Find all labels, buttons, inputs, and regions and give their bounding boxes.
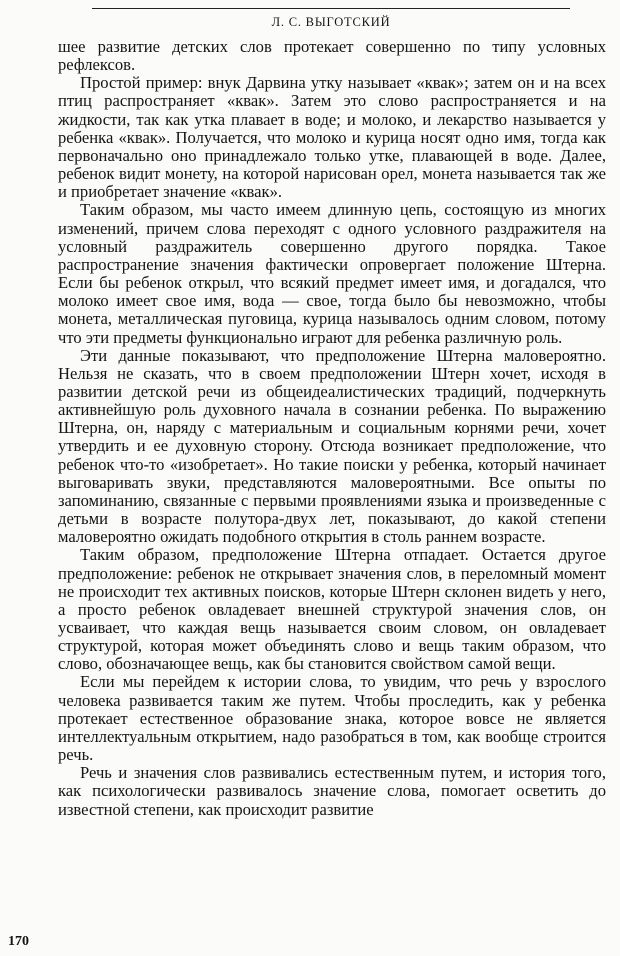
- page-number: 170: [8, 934, 29, 949]
- header-rule: [92, 8, 570, 9]
- body-text: [58, 38, 606, 819]
- running-head: Л. С. ВЫГОТСКИЙ: [271, 15, 391, 29]
- paragraph: Эти данные показывают, что предположение Штерна маловероятно. Нельзя не сказать, что в своем предположении Штерн хочет, исходя в развитии детской речи из общеидеалистических традиций, подчеркнуть активнейшую роль духовного начала в сознании ребенка. По выражению Штерна, он, наряду с материальным и социальным корнями речи, хочет утвердить и ее духовную сторону. Отсюда возникает предположение, что ребенок что-то «изобретает». Но такие поиски у ребенка, который начинает выговаривать звуки, представляются маловероятными. Все опыты по запоминанию, связанные с первыми проявлениями языка и произведенные с детьми в возрасте полутора-двух лет, показывают, до какой степени маловероятно ожидать подобного открытия в столь раннем возрасте.: [58, 345, 606, 547]
- paragraph: Если мы перейдем к истории слова, то увидим, что речь у взрослого человека развивается таким же путем. Чтобы проследить, как у ребенка протекает естественное образование знака, которое вовсе не является интеллектуальным открытием, надо разобраться в том, как вообще строится речь.: [58, 672, 606, 765]
- paragraph: Простой пример: внук Дарвина утку называет «квак»; затем он и на всех птиц распространяет «квак». Затем это слово распространяется и на жидкости, так как утка плавает в воде; и молоко, и лекарство называется у ребенка «квак». Получается, что молоко и курица носят одно имя, тогда как первоначально оно принадлежало только утке, плавающей в воде. Далее, ребенок видит монету, на которой нарисован орел, монета называется так же и приобретает значение «квак».: [58, 73, 606, 202]
- page-header: [92, 6, 570, 30]
- paragraph: Речь и значения слов развивались естественным путем, и история того, как психологически развивалось значение слова, помогает осветить до известной степени, как происходит развитие: [58, 763, 606, 819]
- paragraph: Таким образом, предположение Штерна отпадает. Остается другое предположение: ребенок не открывает значения слов, в переломный момент не происходит тех активных поисков, которые Штерн склонен видеть у него, а просто ребенок овладевает внешней структурой значения слов, он усваивает, что каждая вещь называется своим словом, он овладевает структурой, которая может объединять слово и вещь таким образом, что слово, обозначающее вещь, как бы становится свойством самой вещи.: [58, 545, 606, 674]
- paragraph: Таким образом, мы часто имеем длинную цепь, состоящую из многих изменений, причем слова переходят с одного условного раздражителя на условный раздражитель совершенно другого порядка. Такое распространение значения фактически опровергает положение Штерна. Если бы ребенок открыл, что всякий предмет имеет имя, и догадался, что молоко имеет свое имя, вода — свое, тогда было бы невозможно, чтобы монета, металлическая пуговица, курица называлось одним словом, потому что эти предметы функционально играют для ребенка различную роль.: [58, 200, 606, 347]
- paragraph-continued: шее развитие детских слов протекает совершенно по типу условных рефлексов.: [58, 37, 606, 75]
